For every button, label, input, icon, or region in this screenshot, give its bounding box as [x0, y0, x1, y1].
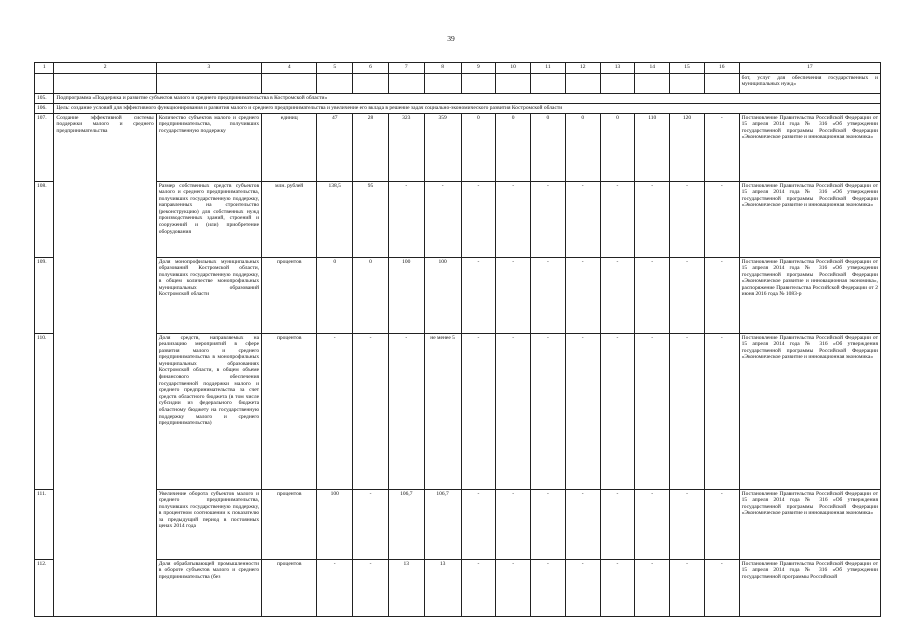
legal-basis-text: Постановление Правительства Российской Федерации от 15 апреля 2014 года № 316 «Об утверждения государственной программы Российской Федерации «Экономическое развитие и инновационная экономика» — [739, 490, 880, 560]
value-col-6: 95 — [353, 182, 389, 258]
row-number: 105. — [35, 94, 54, 104]
row-number: 108. — [35, 182, 54, 258]
legal-basis-text: Постановление Правительства Российской Федерации от 15 апреля 2014 года № 316 «Об утверждении государственной программы Российской Федерации «Экономическое развитие и инновационная экономика» — [739, 182, 880, 258]
value-col-11: - — [531, 334, 566, 490]
indicator-row — [35, 560, 881, 617]
value-col-8: не менее 5 — [424, 334, 461, 490]
column-number: 9 — [461, 63, 496, 74]
value-col-14: - — [635, 258, 670, 334]
unit: млн. рублей — [262, 182, 317, 258]
value-col-9: 0 — [461, 114, 496, 182]
value-col-13: - — [600, 258, 635, 334]
value-col-8: 359 — [424, 114, 461, 182]
continuation-source-text: бот, услуг для обеспечения государственных и муниципальных нужд» — [739, 74, 880, 94]
column-number: 13 — [600, 63, 635, 74]
value-col-15: - — [670, 560, 705, 617]
value-col-10: - — [496, 258, 531, 334]
column-number: 5 — [317, 63, 353, 74]
row-number: 111. — [35, 490, 54, 560]
row-number: 109. — [35, 258, 54, 334]
value-col-5: - — [317, 560, 353, 617]
value-col-9: - — [461, 560, 496, 617]
value-col-6: - — [353, 560, 389, 617]
value-col-7: 106,7 — [388, 490, 424, 560]
value-col-7: 100 — [388, 258, 424, 334]
column-number: 8 — [424, 63, 461, 74]
unit: процентов — [262, 560, 317, 617]
value-col-10: - — [496, 334, 531, 490]
value-col-8: 13 — [424, 560, 461, 617]
column-number: 1 — [35, 63, 54, 74]
value-col-7: - — [388, 334, 424, 490]
unit: процентов — [262, 490, 317, 560]
value-col-13: - — [600, 560, 635, 617]
value-col-11: - — [531, 182, 566, 258]
value-col-5: 0 — [317, 258, 353, 334]
column-number: 3 — [156, 63, 261, 74]
value-col-10: 0 — [496, 114, 531, 182]
value-col-16: - — [704, 334, 739, 490]
indicator-row — [35, 114, 881, 182]
value-col-12: - — [565, 560, 600, 617]
row-number: 112. — [35, 560, 54, 617]
value-col-16: - — [704, 182, 739, 258]
column-number: 14 — [635, 63, 670, 74]
value-col-16: - — [704, 114, 739, 182]
value-col-12: - — [565, 334, 600, 490]
value-col-8: 100 — [424, 258, 461, 334]
value-col-13: 0 — [600, 114, 635, 182]
legal-basis-text: Постановление Правительства Российской Федерации от 15 апреля 2014 года № 316 «Об утверждении государственной программы Российской — [739, 560, 880, 617]
row-number: 110. — [35, 334, 54, 490]
column-number: 15 — [670, 63, 705, 74]
indicator-row — [35, 182, 881, 258]
value-col-10: - — [496, 560, 531, 617]
column-number: 2 — [54, 63, 156, 74]
value-col-11: - — [531, 258, 566, 334]
indicator-table — [34, 62, 881, 617]
value-col-7: 13 — [388, 560, 424, 617]
task-text: Создание эффективной системы поддержки малого и среднего предпринимательства — [54, 114, 156, 617]
value-col-15: 120 — [670, 114, 705, 182]
value-col-14: - — [635, 182, 670, 258]
value-col-6: - — [353, 334, 389, 490]
indicator-name: Количество субъектов малого и среднего предпринимательства, получивших государственную поддержку — [156, 114, 261, 182]
value-col-5: 100 — [317, 490, 353, 560]
value-col-6: 28 — [353, 114, 389, 182]
value-col-12: - — [565, 182, 600, 258]
value-col-11: - — [531, 490, 566, 560]
value-col-12: - — [565, 490, 600, 560]
value-col-5: 47 — [317, 114, 353, 182]
value-col-7: 323 — [388, 114, 424, 182]
continuation-row — [35, 74, 881, 94]
value-col-14: 110 — [635, 114, 670, 182]
indicator-name: Увеличение оборота субъектов малого и среднего предпринимательства, получивших государственную поддержку, в процентном соотношении к показателю за предыдущий период в постоянных ценах 2014 года — [156, 490, 261, 560]
column-number: 16 — [704, 63, 739, 74]
column-number: 17 — [739, 63, 880, 74]
column-number: 11 — [531, 63, 566, 74]
legal-basis-text: Постановление Правительства Российской Федерации от 15 апреля 2014 года № 316 «Об утверждении государственной программы Российской Федерации «Экономическое развитие и инновационная экономика» — [739, 114, 880, 182]
value-col-5: 138,5 — [317, 182, 353, 258]
column-number: 12 — [565, 63, 600, 74]
value-col-11: - — [531, 560, 566, 617]
value-col-7: - — [388, 182, 424, 258]
indicator-name: Доля обрабатывающей промышленности в обороте субъектов малого и среднего предпринимательства (без — [156, 560, 261, 617]
indicator-row — [35, 334, 881, 490]
value-col-15: - — [670, 490, 705, 560]
column-number: 7 — [388, 63, 424, 74]
indicator-row — [35, 490, 881, 560]
value-col-11: 0 — [531, 114, 566, 182]
value-col-9: - — [461, 490, 496, 560]
value-col-9: - — [461, 182, 496, 258]
value-col-13: - — [600, 182, 635, 258]
indicator-name: Доля монопрофильных муниципальных образований Костромской области, получивших государственную поддержку, в общем количестве монопрофильных муниципальных образований Костромской области — [156, 258, 261, 334]
column-number: 6 — [353, 63, 389, 74]
page-number: 39 — [447, 34, 455, 43]
goal-text: Цель: создание условий для эффективного функционирования и развития малого и среднего предпринимательства и увеличение его вклада в решение задач социально-экономического развития Костромской области — [54, 104, 881, 114]
column-number: 4 — [262, 63, 317, 74]
value-col-13: - — [600, 334, 635, 490]
value-col-10: - — [496, 490, 531, 560]
indicator-row — [35, 258, 881, 334]
value-col-10: - — [496, 182, 531, 258]
value-col-8: 106,7 — [424, 490, 461, 560]
legal-basis-text: Постановление Правительства Российской Федерации от 15 апреля 2014 года № 316 «Об утверждении государственной программы Российской Федерации «Экономическое развитие и инновационная экономика», распоряжение Правительства Российской Федерации от 2 июня 2016 года № 1083-р — [739, 258, 880, 334]
value-col-9: - — [461, 258, 496, 334]
value-col-14: - — [635, 560, 670, 617]
value-col-13: - — [600, 490, 635, 560]
value-col-5: - — [317, 334, 353, 490]
value-col-6: 0 — [353, 258, 389, 334]
legal-basis-text: Постановление Правительства Российской Федерации от 15 апреля 2014 года № 316 «Об утверждения государственной программы Российской Федерации «Экономическое развитие и инновационная экономика» — [739, 334, 880, 490]
value-col-16: - — [704, 560, 739, 617]
subprogram-title: Подпрограмма «Поддержка и развитие субъектов малого и среднего предпринимательства в Костромской области» — [54, 94, 881, 104]
row-number: 107. — [35, 114, 54, 182]
value-col-15: - — [670, 182, 705, 258]
column-number-header-row — [35, 63, 881, 74]
row-number: 106. — [35, 104, 54, 114]
value-col-16: - — [704, 490, 739, 560]
value-col-15: - — [670, 258, 705, 334]
value-col-9: - — [461, 334, 496, 490]
value-col-6: - — [353, 490, 389, 560]
value-col-8: - — [424, 182, 461, 258]
value-col-15: - — [670, 334, 705, 490]
value-col-12: - — [565, 258, 600, 334]
unit: процентов — [262, 258, 317, 334]
subprogram-row — [35, 94, 881, 104]
goal-row — [35, 104, 881, 114]
indicator-name: Размер собственных средств субъектов малого и среднего предпринимательства, получивших государственную поддержку, направленных на строительство (реконструкцию) для собственных нужд производственных зданий, строений и сооружений и (или) приобретение оборудования — [156, 182, 261, 258]
unit: единиц — [262, 114, 317, 182]
unit: процентов — [262, 334, 317, 490]
indicator-name: Доля средств, направляемых на реализацию мероприятий в сфере развития малого и среднего предпринимательства в монопрофильных муниципальных образованиях Костромской области, в общем объеме финансового обеспечения государственной поддержки малого и среднего предпринимательства за счет средств областного бюджета (в том числе субсидии из федерального бюджета областному бюджету на государственную поддержку малого и среднего предпринимательства) — [156, 334, 261, 490]
value-col-16: - — [704, 258, 739, 334]
value-col-14: - — [635, 490, 670, 560]
value-col-14: - — [635, 334, 670, 490]
column-number: 10 — [496, 63, 531, 74]
value-col-12: 0 — [565, 114, 600, 182]
